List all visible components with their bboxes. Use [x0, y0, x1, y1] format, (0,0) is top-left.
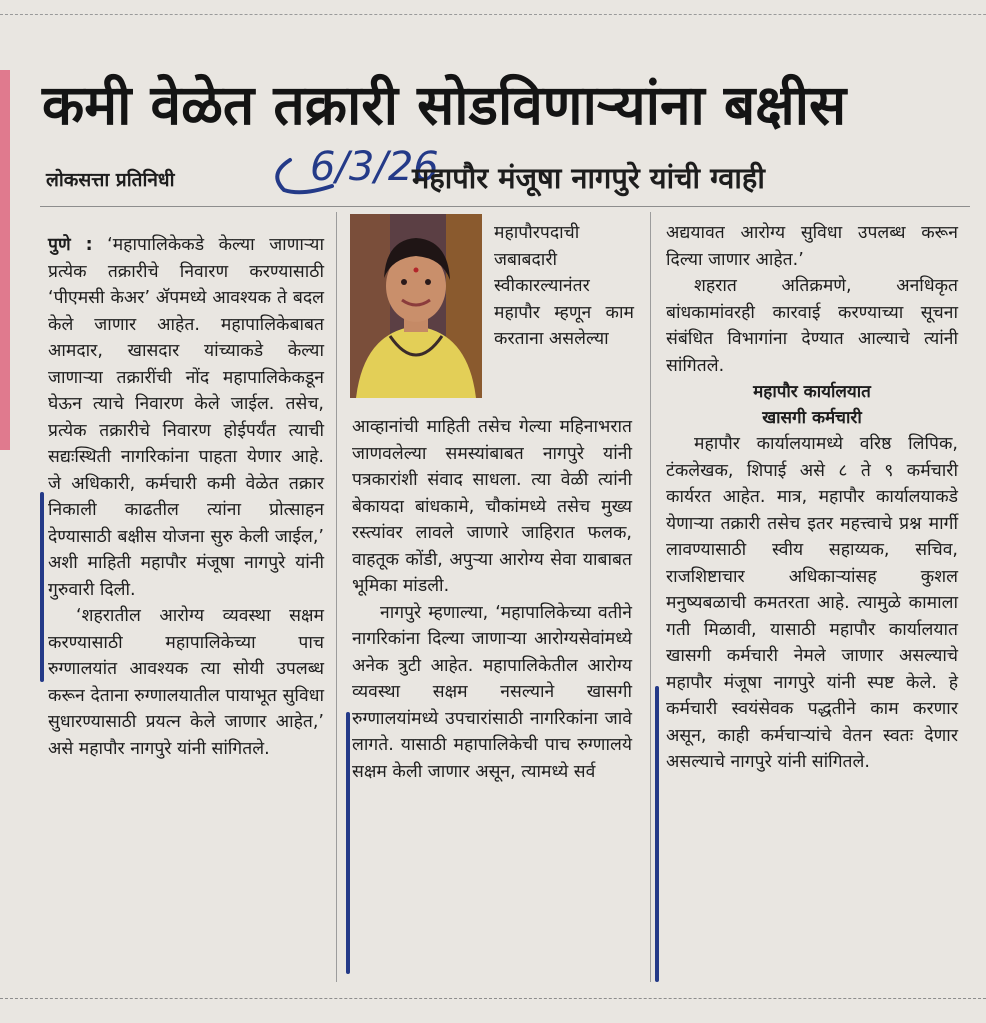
previous-article-edge	[0, 0, 986, 15]
column2-paragraph-2: नागपुरे म्हणाल्या, ‘महापालिकेच्या वतीने नागरिकांना दिल्या जाणाऱ्या आरोग्यसेवांमध्ये अनेक त्रुटी आहेत. महापालिकेतील आरोग्य व्यवस्था सक्षम नसल्याने खासगी रुग्णालयांमध्ये उपचारांसाठी नागरिकांना जावे लागते. यासाठी महापालिकेची पाच रुग्णालये सक्षम केली जाणार असून, त्यामध्ये सर्व	[352, 602, 632, 782]
headline: कमी वेळेत तक्रारी सोडविणाऱ्यांना बक्षीस	[42, 73, 847, 137]
column2-paragraph-1: आव्हानांची माहिती तसेच गेल्या महिनाभरात जाणवलेल्या समस्यांबाबत नागपुरे यांनी पत्रकारांशी संवाद साधला. त्या वेळी त्यांनी बेकायदा बांधकामे, चौकांमध्ये तसेच मुख्य रस्त्यांवर लावले जाणारे जाहिरात फलक, वाहतूक कोंडी, अपुऱ्या आरोग्य सेवा याबाबत भूमिका मांडली.	[352, 417, 632, 596]
column1-paragraph-2: ‘शहरातील आरोग्य व्यवस्था सक्षम करण्यासाठी महापालिकेच्या पाच रुग्णालयांत आवश्यक त्या सोयी उपलब्ध करून देताना रुग्णालयातील पायाभूत सुविधा सुधारण्यासाठी प्रयत्न केले जाणार आहेत,’ असे महापौर नागपुरे यांनी सांगितले.	[48, 606, 324, 759]
mayor-photo	[350, 214, 482, 398]
bottom-rule	[0, 998, 986, 999]
column-rule-2	[650, 212, 651, 982]
article-column-1	[48, 232, 324, 762]
column3-paragraph-2: शहरात अतिक्रमणे, अनधिकृत बांधकामांवरही कारवाई करण्याच्या सूचना संबंधित विभागांना देण्यात आल्याचे त्यांनी सांगितले.	[666, 276, 958, 376]
dateline: पुणे :	[48, 235, 93, 255]
column-rule-1	[336, 212, 337, 982]
article-column-2	[352, 414, 632, 785]
column3-paragraph-1: अद्ययावत आरोग्य सुविधा उपलब्ध करून दिल्या जाणार आहेत.’	[666, 223, 958, 270]
pen-margin-mark-1	[40, 492, 44, 682]
handwritten-date-text: 6/3/26	[310, 144, 439, 190]
adjacent-page-strip	[0, 70, 10, 450]
column2-top-paragraph: महापौरपदाची जबाबदारी स्वीकारल्यानंतर महापौर म्हणून काम करताना असलेल्या	[494, 223, 634, 349]
subheadline: महापौर मंजूषा नागपुरे यांची ग्वाही	[412, 161, 765, 195]
column3-paragraph-3: महापौर कार्यालयामध्ये वरिष्ठ लिपिक, टंकलेखक, शिपाई असे ८ ते ९ कर्मचारी कार्यरत आहेत. मात्र, महापौर कार्यालयाकडे येणाऱ्या तक्रारी तसेच इतर महत्त्वाचे प्रश्न मार्गी लावण्यासाठी स्वीय सहाय्यक, सचिव, राजशिष्टाचार अधिकाऱ्यांसह कुशल मनुष्यबळाची कमतरता आहे. त्यामुळे कामाला गती मिळावी, यासाठी महापौर कार्यालयात खासगी कर्मचारी नेमले जाणार असल्याचे महापौर मंजूषा नागपुरे यांनी स्पष्ट केले. हे कर्मचारी स्वयंसेवक पद्धतीने काम करणार असून, काही कर्मचाऱ्यांचे वेतन स्वतः देणार असल्याचे नागपुरे यांनी सांगितले.	[666, 434, 958, 772]
top-rule	[40, 206, 970, 207]
article-column-3	[666, 220, 958, 776]
pen-margin-mark-2	[346, 712, 350, 974]
column1-paragraph-1: ‘महापालिकेकडे केल्या जाणाऱ्या प्रत्येक तक्रारीचे निवारण करण्यासाठी ‘पीएमसी केअर’ ॲपमध्ये आवश्यक ते बदल केले जाणार आहेत. महापालिकेबाबत आमदार, खासदार यांच्याकडे केल्या जाणाऱ्या तक्रारींची नोंद महापालिकेकडून घेऊन त्याचे निवारण केले जाईल. तसेच, प्रत्येक तक्रारीचे निवारण होईपर्यंत त्याची सद्यःस्थिती नागरिकांना पाहता येणार आहे. जे अधिकारी, कर्मचारी कमी वेळेत तक्रार निकाली काढतील त्यांना प्रोत्साहन देण्यासाठी बक्षीस योजना सुरु केली जाईल,’ अशी माहिती महापौर मंजूषा नागपुरे यांनी गुरुवारी दिली.	[48, 235, 324, 600]
section-subhead-line-1: महापौर कार्यालयात	[753, 382, 871, 402]
pen-margin-mark-3	[655, 686, 659, 982]
byline: लोकसत्ता प्रतिनिधी	[46, 169, 175, 191]
section-subhead-line-2: खासगी कर्मचारी	[762, 408, 862, 428]
